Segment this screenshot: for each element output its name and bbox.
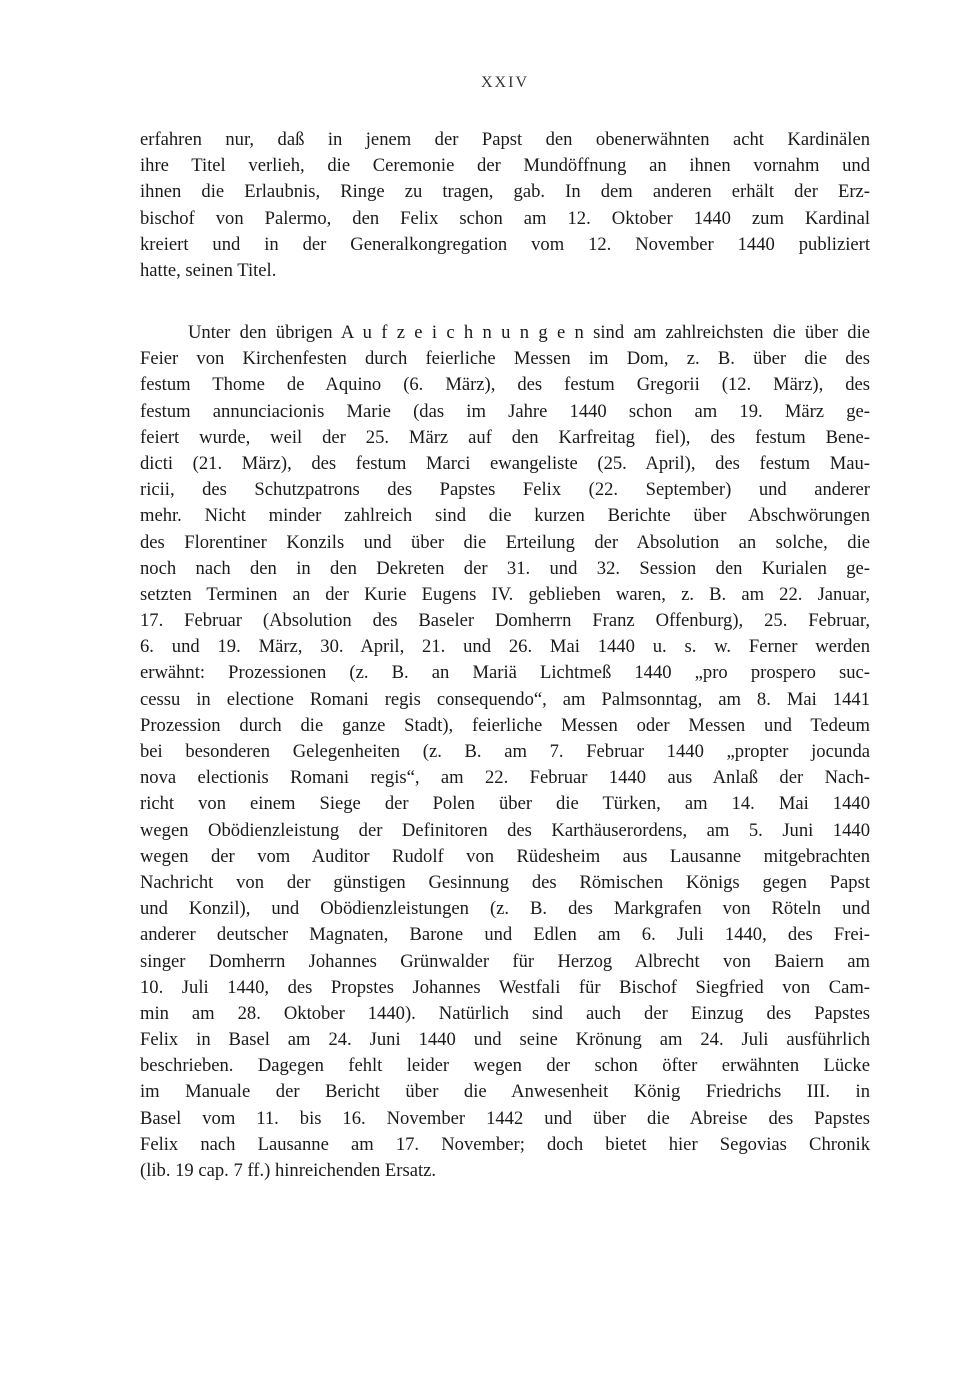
text-line: Prozession durch die ganze Stadt), feierliche Messen oder Messen und Tedeum <box>140 714 870 736</box>
text-line: Basel vom 11. bis 16. November 1442 und über die Abreise des Papstes <box>140 1107 870 1129</box>
text-line: 10. Juli 1440, des Propstes Johannes Westfali für Bischof Siegfried von Cam- <box>140 976 870 998</box>
text-line: anderer deutscher Magnaten, Barone und Edlen am 6. Juli 1440, des Frei- <box>140 924 870 946</box>
text-line: min am 28. Oktober 1440). Natürlich sind auch der Einzug des Papstes <box>140 1002 870 1024</box>
text-line: nova electionis Romani regis“, am 22. Februar 1440 aus Anlaß der Nach- <box>140 767 870 789</box>
paragraph-2 <box>140 320 870 1184</box>
text-line: im Manuale der Bericht über die Anwesenheit König Friedrichs III. in <box>140 1081 870 1103</box>
text-line: wegen Obödienzleistung der Definitoren des Karthäuserordens, am 5. Juni 1440 <box>140 819 870 841</box>
text-line: cessu in electione Romani regis consequendo“, am Palmsonntag, am 8. Mai 1441 <box>140 688 870 710</box>
text-line: bischof von Palermo, den Felix schon am 12. Oktober 1440 zum Kardinal <box>140 207 870 229</box>
text-line: und Konzil), und Obödienzleistungen (z. B. des Markgrafen von Röteln und <box>140 898 870 920</box>
text-line: Felix in Basel am 24. Juni 1440 und seine Krönung am 24. Juli ausführlich <box>140 1029 870 1051</box>
text-line: noch nach den in den Dekreten der 31. und 32. Session den Kurialen ge- <box>140 557 870 579</box>
page-number: XXIV <box>481 74 529 91</box>
text-line: Nachricht von der günstigen Gesinnung des Römischen Königs gegen Papst <box>140 871 870 893</box>
text-line: singer Domherrn Johannes Grünwalder für Herzog Albrecht von Baiern am <box>140 950 870 972</box>
text-line: 17. Februar (Absolution des Baseler Domherrn Franz Offenburg), 25. Februar, <box>140 610 870 632</box>
text-line: mehr. Nicht minder zahlreich sind die kurzen Berichte über Abschwörungen <box>140 505 870 527</box>
text-line: bei besonderen Gelegenheiten (z. B. am 7. Februar 1440 „propter jocunda <box>140 741 870 762</box>
text-line: Felix nach Lausanne am 17. November; doch bietet hier Segovias Chronik <box>140 1133 870 1155</box>
text-line: erwähnt: Prozessionen (z. B. an Mariä Lichtmeß 1440 „pro prospero suc- <box>140 662 870 684</box>
text-line: ricii, des Schutzpatrons des Papstes Felix (22. September) und anderer <box>140 479 870 501</box>
text-line: setzten Terminen an der Kurie Eugens IV. geblieben waren, z. B. am 22. Januar, <box>140 583 870 605</box>
text-line: wegen der vom Auditor Rudolf von Rüdesheim aus Lausanne mitgebrachten <box>140 845 870 867</box>
text-line: dicti (21. März), des festum Marci ewangeliste (25. April), des festum Mau- <box>140 452 870 474</box>
text-line: richt von einem Siege der Polen über die Türken, am 14. Mai 1440 <box>140 793 870 815</box>
text-line: hatte, seinen Titel. <box>140 259 277 281</box>
text-line: beschrieben. Dagegen fehlt leider wegen der schon öfter erwähnten Lücke <box>140 1055 870 1077</box>
text-line: ihnen die Erlaubnis, Ringe zu tragen, gab. In dem anderen erhält der Erz- <box>140 181 870 203</box>
text-line: festum annunciacionis Marie (das im Jahre 1440 schon am 19. März ge- <box>140 400 870 422</box>
text-line: 6. und 19. März, 30. April, 21. und 26. Mai 1440 u. s. w. Ferner werden <box>140 636 870 658</box>
text-line: Unter den übrigen A u f z e i c h n u n g e n sind am zahlreichsten die über die <box>188 322 870 343</box>
paragraph-1 <box>140 127 870 284</box>
text-line: (lib. 19 cap. 7 ff.) hinreichenden Ersatz. <box>140 1160 437 1181</box>
text-line: kreiert und in der Generalkongregation vom 12. November 1440 publiziert <box>140 233 870 255</box>
text-line: erfahren nur, daß in jenem der Papst den obenerwähnten acht Kardinälen <box>140 129 870 150</box>
text-line: ihre Titel verlieh, die Ceremonie der Mundöffnung an ihnen vornahm und <box>140 155 870 177</box>
text-line: des Florentiner Konzils und über die Erteilung der Absolution an solche, die <box>140 531 870 553</box>
text-line: festum Thome de Aquino (6. März), des festum Gregorii (12. März), des <box>140 374 870 396</box>
text-line: Feier von Kirchenfesten durch feierliche Messen im Dom, z. B. über die des <box>140 348 870 370</box>
text-line: feiert wurde, weil der 25. März auf den Karfreitag fiel), des festum Bene- <box>140 426 870 448</box>
